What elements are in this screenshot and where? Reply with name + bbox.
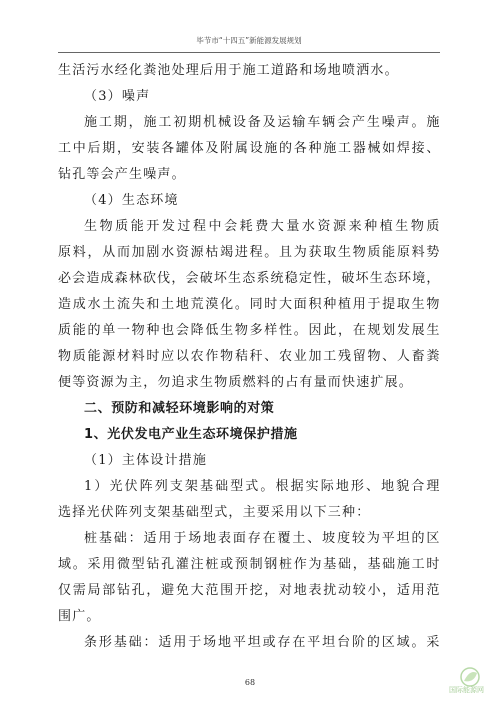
body-line: 围广。 xyxy=(58,609,101,624)
body-line: 造成水土流失和土地荒漠化。同时大面积种植用于提取生物 xyxy=(58,297,440,312)
body-line: 选择光伏阵列支架基础型式，主要采用以下三种： xyxy=(58,505,371,520)
body-line: 域。采用微型钻孔灌注桩或预制钢桩作为基础，基础施工时 xyxy=(58,557,440,572)
body-line: 1）光伏阵列支架基础型式。根据实际地形、地貌合理 xyxy=(84,479,440,494)
body-line: 施工期，施工初期机械设备及运输车辆会产生噪声。施 xyxy=(84,115,440,130)
section-heading: 二、预防和减轻环境影响的对策 xyxy=(84,401,275,416)
page-number: 68 xyxy=(244,678,256,687)
section-heading: 1、光伏发电产业生态环境保护措施 xyxy=(84,427,298,442)
body-line: 便等资源为主，勿追求生物质燃料的占有量而快速扩展。 xyxy=(58,375,414,390)
page-header xyxy=(58,36,440,53)
body-line: 必会造成森林砍伐，会破坏生态系统稳定性，破坏生态环境， xyxy=(58,271,440,286)
body-line: 生物质能开发过程中会耗费大量水资源来种植生物质 xyxy=(84,219,440,234)
subsection-title: （1）主体设计措施 xyxy=(84,453,208,468)
body-line: 物质能源材料时应以农作物秸秆、农业加工残留物、人畜粪 xyxy=(58,349,440,364)
subsection-title: （4）生态环境 xyxy=(84,193,179,208)
body-line: 桩基础：适用于场地表面存在覆土、坡度较为平坦的区 xyxy=(84,531,440,546)
watermark-logo xyxy=(420,663,484,699)
header-title: 毕节市“十四五”新能源发展规划 xyxy=(196,36,302,45)
subsection-title: （3）噪声 xyxy=(84,89,151,104)
body-line: 原料，从而加剧水资源枯竭进程。且为获取生物质能原料势 xyxy=(58,245,440,260)
body-line: 仅需局部钻孔，避免大范围开挖，对地表扰动较小，适用范 xyxy=(58,583,440,598)
body-line: 工中后期，安装各罐体及附属设施的各种施工器械如焊接、 xyxy=(58,141,440,156)
body-line: 质能的单一物种也会降低生物多样性。因此，在规划发展生 xyxy=(58,323,440,338)
body-line: 钻孔等会产生噪声。 xyxy=(58,167,186,182)
body-line: 条形基础：适用于场地平坦或存在平坦台阶的区域。采 xyxy=(84,635,440,650)
watermark-text: 国际能源网 xyxy=(449,686,484,694)
body-line: 生活污水经化粪池处理后用于施工道路和场地喷洒水。 xyxy=(58,63,399,78)
document-body xyxy=(58,58,440,656)
